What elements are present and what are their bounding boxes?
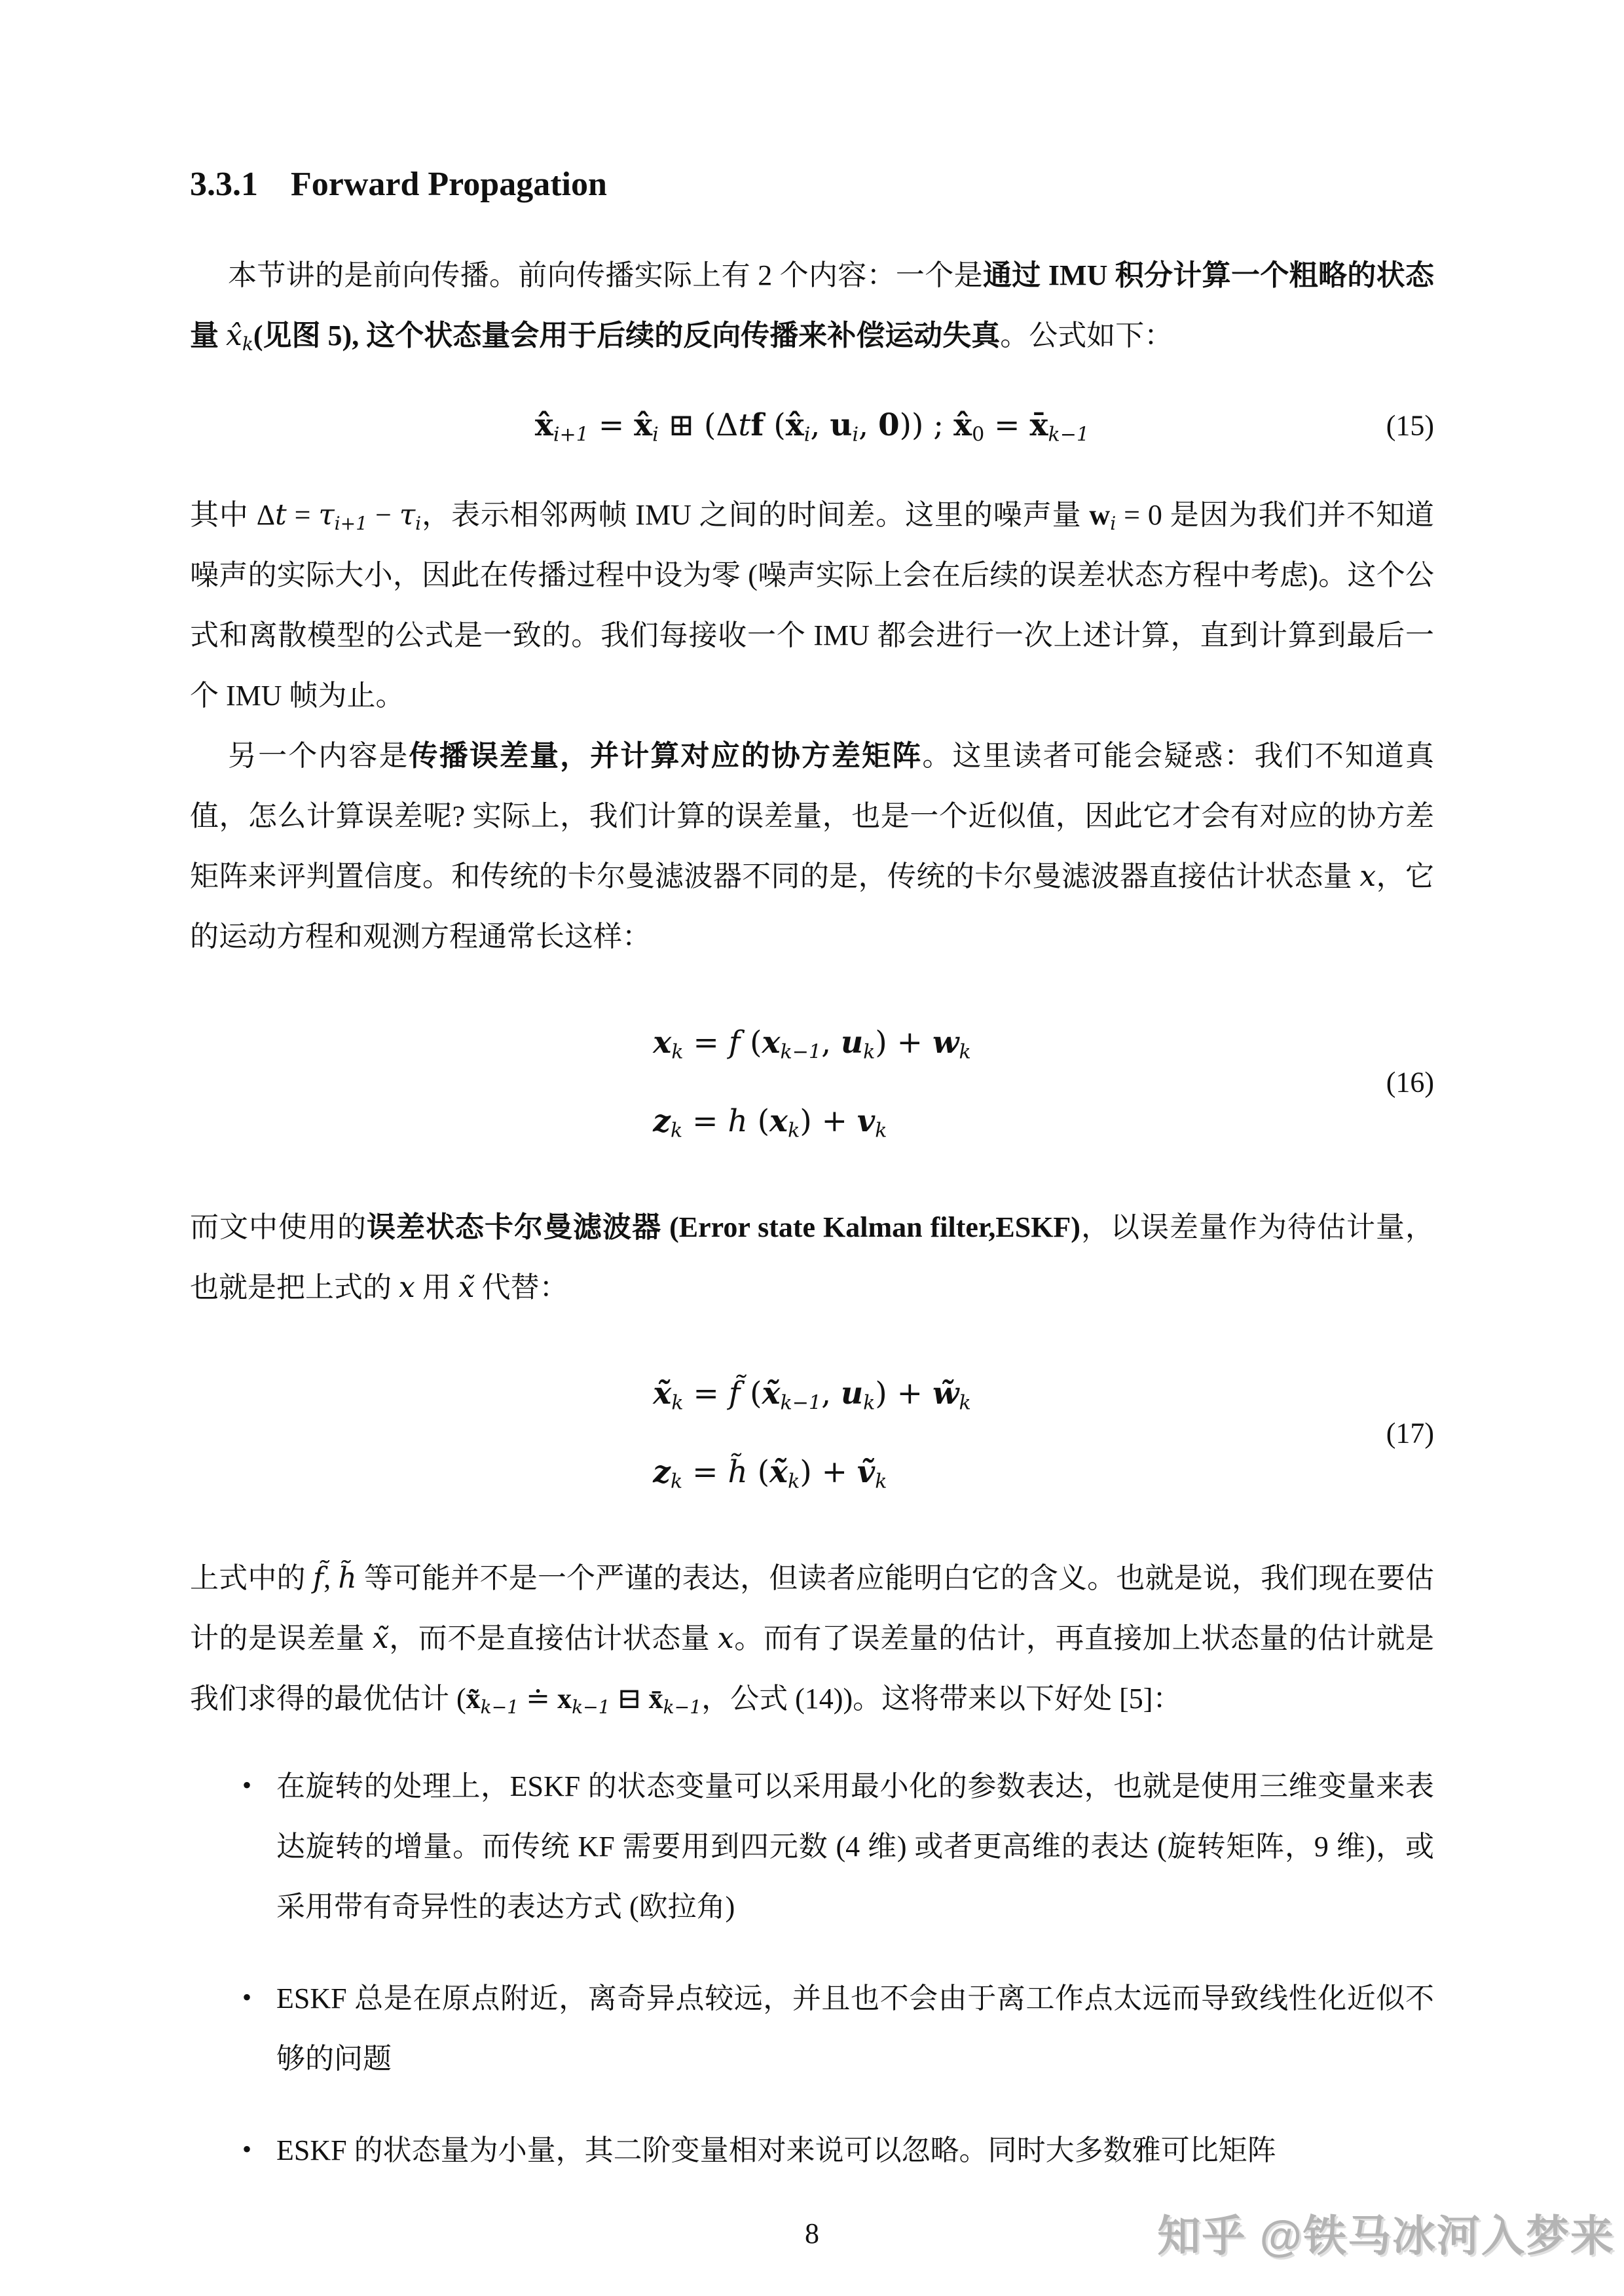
- equation-16-line-2: $z_k = h$ $(x_k) + v_k$: [653, 1103, 887, 1142]
- bullet-icon: •: [242, 2134, 252, 2164]
- equation-17-formula: [653, 1373, 970, 1493]
- list-item-text: ESKF 的状态量为小量，其二阶变量相对来说可以忽略。同时大多数雅可比矩阵: [276, 2134, 1276, 2166]
- equation-16-formula: [653, 1022, 970, 1142]
- section-number: 3.3.1: [190, 166, 258, 203]
- paragraph-forward-propagation-intro: 本节讲的是前向传播。前向传播实际上有 2 个内容：一个是通过 IMU 积分计算一个粗略的状态量 $x̂_k$(见图 5), 这个状态量会用于后续的反向传播来补偿运动失真。公式如下：: [190, 259, 1434, 355]
- page-number: 8: [805, 2217, 819, 2250]
- equation-15-formula: $x̂_{i+1}$ = $x̂_i$ ⊞ (Δtf ($x̂_i$, $u_i$, 0)) ; $x̂_0$ = $x̄_{k-1}$: [534, 407, 1090, 446]
- equation-17-number: (17): [1386, 1417, 1434, 1449]
- paragraph-delta-t-noise: 其中 $\Delta t = \tau_{i+1} - \tau_i$，表示相邻两帧 IMU 之间的时间差。这里的噪声量 $w_i = 0$ 是因为我们并不知道噪声的实际大小，因此在传播过程中设为零 (噪声实际上会在后续的误差状态方程中考虑)。这个公式和离散模型的公式是一致的。我们每接收一个 IMU 都会进行一次上述计算，直到计算到最后一个 IMU 帧为止。: [190, 498, 1434, 712]
- equation-16-line-1: $x_k = f$ ($x_{k-1}$, $u_k) + w_k$: [653, 1025, 971, 1064]
- bullet-icon: •: [242, 1982, 252, 2012]
- paragraph-eskf-definition: 而文中使用的误差状态卡尔曼滤波器 (Error state Kalman filter,ESKF)，以误差量作为待估计量，也就是把上式的 x 用 x̃ 代替：: [190, 1211, 1435, 1304]
- equation-16-number: (16): [1386, 1066, 1434, 1099]
- list-item: [242, 2121, 1434, 2181]
- list-item-text: ESKF 总是在原点附近，离奇异点较远，并且也不会由于离工作点太远而导致线性化近似不够的问题: [276, 1982, 1434, 2075]
- equation-17: [190, 1335, 1434, 1531]
- bullet-icon: •: [242, 1770, 252, 1800]
- equation-15: [190, 383, 1434, 468]
- equation-17-line-2: $z_k$ = h̃ $(x̃_k)$ + ṽ$_k$: [653, 1454, 887, 1493]
- list-item: [242, 1969, 1434, 2089]
- watermark: 知乎 @铁马冰河入梦来: [1157, 2212, 1615, 2260]
- list-item-text: 在旋转的处理上，ESKF 的状态变量可以采用最小化的参数表达，也就是使用三维变量来表达旋转的增量。而传统 KF 需要用到四元数 (4 维) 或者更高维的表达 (旋转矩阵，9 维)，或采用带有奇异性的表达方式 (欧拉角): [276, 1770, 1434, 1923]
- paragraph-error-estimation-benefits: 上式中的 f̃, h̃ 等可能并不是一个严谨的表达，但读者应能明白它的含义。也就是说，我们现在要估计的是误差量 x̃，而不是直接估计状态量 x。而有了误差量的估计，再直接加上状态量的估计就是我们求得的最优估计 ($x̃_{k-1}$ ≐ $x_{k-1}$ ⊟ $x̄_{k-1}$，公式 (14))。这将带来以下好处 [5]：: [190, 1561, 1435, 1718]
- section-heading: [190, 165, 1434, 204]
- equation-17-line-1: $x̃_k$ = f̃ ($x̃_{k-1}$, $u_k$) + $w̃_k$: [653, 1376, 971, 1415]
- list-item: [242, 1757, 1434, 1937]
- equation-16: [190, 984, 1434, 1180]
- benefit-list: [190, 1757, 1434, 2181]
- section-title: Forward Propagation: [291, 166, 607, 203]
- paragraph-error-propagation: 另一个内容是传播误差量，并计算对应的协方差矩阵。这里读者可能会疑惑：我们不知道真值，怎么计算误差呢? 实际上，我们计算的误差量，也是一个近似值，因此它才会有对应的协方差矩阵来评判置信度。和传统的卡尔曼滤波器不同的是，传统的卡尔曼滤波器直接估计状态量 x，它的运动方程和观测方程通常长这样：: [190, 740, 1435, 953]
- equation-15-number: (15): [1386, 409, 1434, 442]
